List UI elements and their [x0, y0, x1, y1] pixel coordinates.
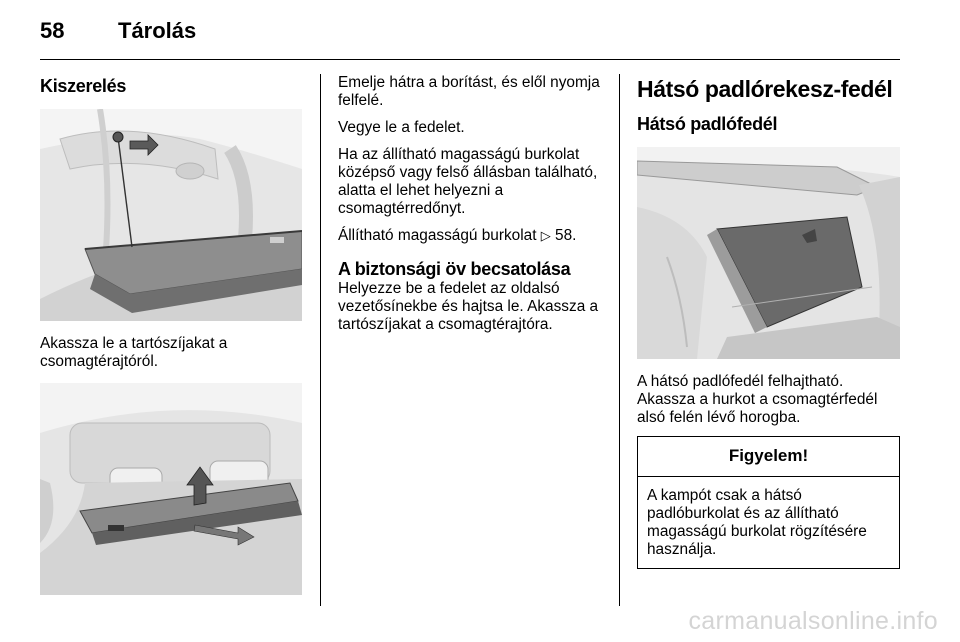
text-lift-cover: Emelje hátra a borítást, és elől nyomja felfelé. [338, 74, 600, 109]
header-rule [40, 59, 900, 60]
section-title: Tárolás [118, 18, 197, 43]
reference-page: 58. [550, 227, 577, 244]
caution-title: Figyelem! [638, 437, 899, 477]
column-divider-2 [619, 74, 620, 606]
figure-strap-unhook [40, 109, 302, 321]
heading-fitting: A biztonsági öv becsatolása [338, 259, 571, 279]
reference-text: Állítható magasságú burkolat [338, 227, 541, 244]
figure-cover-lift [40, 383, 302, 595]
column-2 [338, 74, 604, 343]
text-remove-cover: Vegye le a fedelet. [338, 119, 465, 136]
heading-rear-floor-storage-cover: Hátsó padlórekesz-fedél [637, 76, 893, 102]
caption-unhook-straps: Akassza le a tartószíjakat a csomagtérajtóról. [40, 335, 228, 370]
text-cross-reference [338, 227, 604, 245]
heading-installation: Kiszerelés [40, 76, 127, 96]
text-height-adjustable: Ha az állítható magasságú burkolat középső vagy felső állásban található, alatta el lehet helyezni a csomagtérredőnyt. [338, 146, 598, 217]
page-reference-icon: ▷ [540, 228, 551, 243]
text-insert-cover: Helyezze be a fedelet az oldalsó vezetősínekbe és hajtsa le. Akassza a tartószíjakat a csomagtérajtóra. [338, 280, 599, 333]
caution-text: A kampót csak a hátsó padlóburkolat és az állítható magasságú burkolat rögzítésére használja. [647, 487, 867, 558]
caution-body [638, 477, 899, 568]
page-number: 58 [40, 18, 65, 43]
column-3 [637, 74, 900, 569]
figure-rear-floor-cover [637, 147, 900, 359]
heading-rear-floor-cover: Hátsó padlófedél [637, 114, 778, 134]
caption-floor-cover: A hátsó padlófedél felhajtható. Akassza a hurkot a csomagtérfedél alsó felén lévő horogba. [637, 373, 878, 426]
caution-box [637, 436, 900, 569]
column-1 [40, 74, 302, 595]
column-divider-1 [320, 74, 321, 606]
page-header [40, 18, 900, 58]
watermark: carmanualsonline.info [688, 607, 938, 635]
